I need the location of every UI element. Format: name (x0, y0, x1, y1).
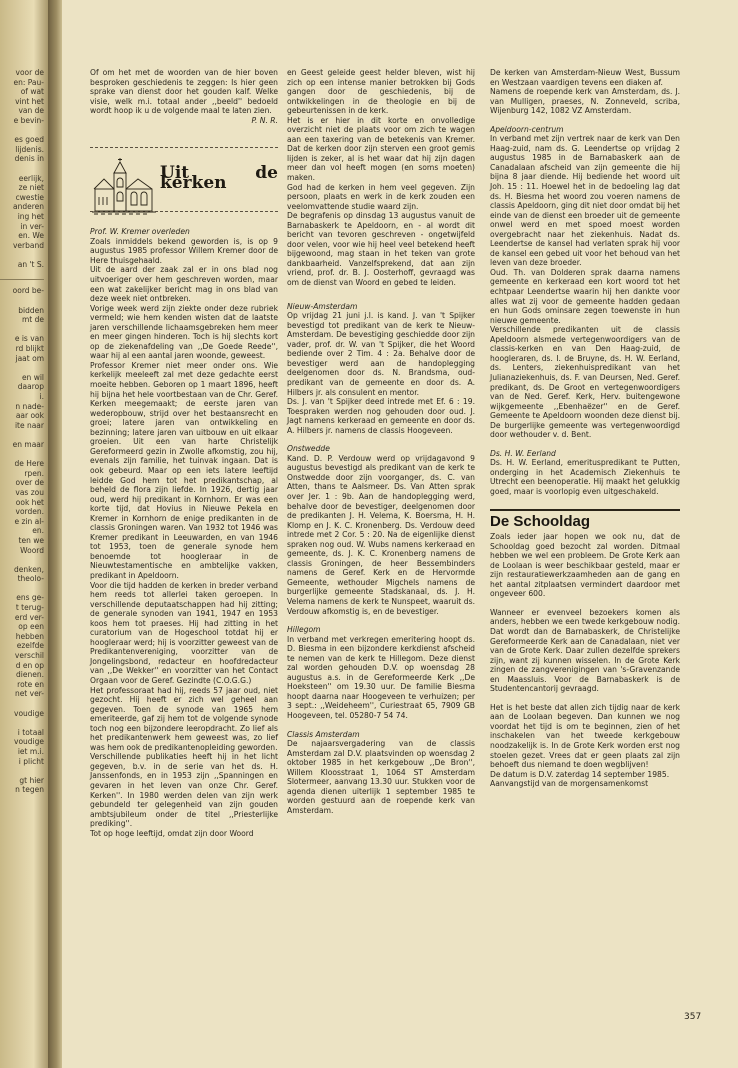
previous-page-line: erd ver- (14, 612, 44, 622)
previous-page-line: d en op (15, 660, 44, 670)
previous-page-rule (0, 279, 44, 280)
previous-page-line: anderen (12, 202, 44, 212)
decorative-rule-bottom (90, 211, 278, 212)
previous-page-line: i totaal (17, 727, 44, 737)
paragraph: Ds. J. van 't Spijker deed intrede met Ef. 6 : 19. Toespraken werden nog gehouden door oud. J. Jagt namens kerkeraad en gemeente en door ds. A. Hilbers jr. namens de classis Hoogeveen. (287, 397, 475, 435)
previous-page-line (0, 584, 44, 594)
paragraph: en Geest geleide geest helder bleven, wist hij zich op een intense manier betrokken bij Gods gangen door de geschiedenis, bij de ontwikkelingen in de theologie en bij de gebeurtenissen in de kerk. (287, 68, 475, 116)
heading-hillegom: Hillegom (287, 625, 321, 635)
previous-page-line: e is van (14, 334, 44, 344)
paragraph: Wanneer er evenveel bezoekers komen als anders, hebben we een twede kerkgebouw nodig. Dat wordt dan de Barnabaskerk, de Christelijke Gereformeerde Kerk aan de Canadalaan, niet ver van de Grote Kerk. Daar zullen dezelfde sprekers zijn, want zij kunnen wisselen. In de Grote Kerk zingen de zangverenigingen van 's-Gravenzande en Maassluis. Voor de Barnabaskerk is de Studentencantorij gevraagd. (490, 607, 680, 694)
paragraph: Het is er hier in dit korte en onvolledige overzicht niet de plaats voor om zich te wagen aan een taxering van de betekenis van Kremer. Dat de kerken door zijn sterven een groot gemis lijden is zeker, al is het waar dat hij zijn dagen meer dan vol heeft mogen (en soms moeten) maken. (287, 115, 475, 183)
previous-page-line: n tegen (15, 785, 44, 795)
previous-page-line: ze niet (18, 183, 44, 193)
paragraph: In verband met zijn vertrek naar de kerk van Den Haag-zuid, nam ds. G. Leendertse op vrijdag 2 augustus 1985 in de Barnabaskerk aan de Canadalaan afscheid van zijn gemeente die hij bijna 8 jaar diende. Hij bediende het woord uit Joh. 15 : 11. Hoewel het in de bedoeling lag dat ds. H. Biesma het woord zou voeren namens de classis Apeldoorn, ging dit niet door omdat bij het einde van de dienst een broeder uit de gemeente onwel werd en met spoed moest worden overgebracht naar het ziekenhuis. Nadat ds. Leendertse de kansel had verlaten sprak hij voor de kansel een gebed uit voor het behoud van het leven van deze broeder. (490, 134, 680, 268)
previous-page-line: jaat om (15, 353, 44, 363)
paragraph: Namens de roepende kerk van Amsterdam, ds. J. van Mulligen, praeses, N. Zonneveld, scriba, Wijenburg 142, 1082 VZ Amsterdam. (490, 87, 680, 116)
previous-page-line (0, 250, 44, 260)
previous-page-line: e bevin- (13, 115, 44, 125)
previous-page-line: voor de (15, 68, 44, 77)
previous-page-line: ten we (18, 535, 44, 545)
previous-page-line: mt de (21, 315, 44, 325)
paragraph: De begrafenis op dinsdag 13 augustus vanuit de Barnabaskerk te Apeldoorn, en - al wordt dit bericht van tevoren geschreven - ongetwijfeld door velen, voor wie hij heel veel betekend heeft bijgewoond, mag staan in het teken van grote dankbaarheid. Vanzelfsprekend, dat aan zijn vriend, prof. dr. B. J. Oosterhoff, gevraagd was om de dienst van Woord en gebed te leiden. (287, 211, 475, 288)
paragraph: Zoals inmiddels bekend geworden is, is op 9 augustus 1985 professor Willem Kremer door de Here thuisgehaald. (90, 236, 278, 265)
paragraph: God had de kerken in hem veel gegeven. Zijn persoon, plaats en werk in de kerk zouden een veelomvattende studie waard zijn. (287, 182, 475, 211)
page-357 (62, 0, 738, 1068)
section-title-schooldag: De Schooldag (490, 509, 680, 527)
previous-page-line: van de (18, 106, 44, 116)
column-3 (490, 68, 680, 789)
previous-page-line: rpen. (24, 468, 44, 478)
previous-page-line: verschil (14, 651, 44, 661)
previous-page-line: i. (39, 392, 44, 401)
paragraph: Vorige week werd zijn ziekte onder deze rubriek vermeld; wie hem kenden wisten dat de laatste jaren verschillende lichaamsgebreken hem meer en meer gingen hinderen. Toch is hij slechts kort op de ziekenafdeling van ,,De Goede Reede'', waar hij al een aantal jaren woonde, geweest. (90, 303, 278, 361)
previous-page-line (0, 450, 44, 460)
previous-page-line: in ver- (20, 221, 44, 231)
paragraph: Op vrijdag 21 juni j.l. is kand. J. van 't Spijker bevestigd tot predikant van de kerk te Nieuw-Amsterdam. De bevestiging geschiedde door zijn vader, prof. dr. W. van 't Spijker, die het Woord bediende over 2 Tim. 4 : 2a. Behalve door de bevestiger werd aan de handoplegging deelgenomen door ds. N. Brandsma, oud-predikant van de gemeente en door ds. A. Hilbers jr. als consulent en mentor. (287, 311, 475, 397)
paragraph: Professor Kremer niet meer onder ons. Wie kerkelijk meeleeft zal met deze gedachte eerst moeite hebben. Geboren op 1 maart 1896, heeft hij bijna het hele voortbestaan van de Chr. Geref. Kerken meegemaakt; de eerste jaren van wederopbouw, strijd over het bestaansrecht en groei; latere jaren van ontwikkeling en bezinning; latere jaren van uitbouw en uit elkaar groeien. Uit een van harte Christelijk Gereformeerd gezin in Zwolle afkomstig, zou hij, evenals zijn familie, het tuinvak ingaan. Dat is ook gebeurd. Maar op een iets latere leeftijd leidde God hem tot het predikantschap, al beheld de flora zijn liefde. In 1926, dertig jaar oud, werd hij predikant in Kornhorn. Er was een korte tijd, dat Hovius in Nieuwe Pekela en Kremer in Kornhorn de enige predikanten in de classis Groningen waren. Van 1932 tot 1946 was Kremer predikant in Leeuwarden, en van 1946 tot 1953, toen de generale synode hem benoemde tot hoogleraar in de Nieuwtestamentische en ambtelijke vakken, predikant in Apeldoorn. (90, 360, 278, 580)
previous-page-line: eerlijk, (18, 173, 44, 183)
previous-page-line: net ver- (14, 689, 44, 699)
heading-eerland: Ds. H. W. Eerland (490, 448, 556, 458)
previous-page-line: lijdenis. (15, 144, 44, 154)
previous-page-line: hebben (15, 631, 44, 641)
previous-page-line: gt hier (19, 775, 44, 785)
previous-page-line: vint het (15, 96, 44, 106)
previous-page-line: bidden (18, 305, 44, 315)
previous-page-line: iet m.i. (17, 746, 44, 756)
previous-page-line: aar ook (15, 411, 44, 421)
church-icon (92, 157, 156, 215)
previous-page-line: i plicht (18, 756, 44, 766)
paragraph: De datum is D.V. zaterdag 14 september 1985. (490, 769, 670, 779)
paragraph: Voor die tijd hadden de kerken in breder verband hem reeds tot allerlei taken geroepen. In verschillende deputaatschappen had hij zitting; de generale synoden van 1941, 1947 en 1953 koos hem tot praeses. Hij had zitting in het curatorium van de Hogeschool totdat hij er hoogleraar werd; hij is voorzitter geweest van de Predikantenvereniging, voorzitter van de Jongelingsbond, redacteur en hoofdredacteur van ,,De Wekker'' en voorzitter van het Contact Orgaan voor de Geref. Gezindte (C.O.G.G.) (90, 580, 278, 685)
previous-page-line: vorden. (15, 507, 44, 517)
decorative-rule-top (90, 147, 278, 148)
previous-page-line: es goed (14, 135, 44, 145)
previous-page-line: ezelfde (16, 641, 44, 651)
paragraph: In verband met verkregen emeritering hoopt ds. D. Biesma in een bijzondere kerkdienst afscheid te nemen van de kerk te Hillegom. Deze dienst zal worden gehouden D.V. op woensdag 28 augustus a.s. in de Gereformeerde Kerk ,,De Hoeksteen'' om 19.30 uur. De familie Biesma hoopt daarna naar Hoogeveen te verhuizen; per 3 sept.: ,,Weideheem'', Curiestraat 65, 7909 GB Hoogeveen, tel. 05280-7 54 74. (287, 634, 475, 720)
paragraph: Ds. H. W. Eerland, emerituspredikant te Putten, onderging in het Academisch Ziekenhuis te Utrecht een beenoperatie. Hij maakt het gelukkig goed, maar is voorlopig even uitgeschakeld. (490, 458, 680, 496)
paragraph: Verschillende publikaties heeft hij in het licht gegeven, b.v. in de serie van het ds. H. Janssenfonds, en in 1953 zijn ,,Spanningen en gevaren in het leven van onze Chr. Geref. Kerken''. In 1980 werden delen van zijn werk gebundeld ter gelegenheid van zijn gouden ambtsjubileum onder de titel ,,Priesterlijke prediking''. (90, 752, 278, 829)
heading-classis-amsterdam: Classis Amsterdam (287, 729, 360, 739)
previous-page-line: ook het (15, 497, 44, 507)
paragraph: Verschillende predikanten uit de classis Apeldoorn alsmede vertegenwoordigers van de classis-kerken en van Den Haag-zuid, de hoogleraren, ds. I. de Bruyne, ds. H. W. Eerland, ds. Lenters, ziekenhuispredikant van het Julianaziekenhuis, ds. F. van Deursen, Ned. Geref. predikant, ds. De Groot en vertegenwoordigers van de Ned. Geref. Kerk, Herv. buitengewone wijkgemeente ,,Ebenhaëzer'' en de Geref. Gemeente te Apeldoorn woonden deze dienst bij. De burgerlijke gemeente was vertegenwoordigd door wethouder v. d. Bent. (490, 325, 680, 440)
previous-page-line: ens ge- (16, 593, 44, 603)
intro-paragraph: Of om het met de woorden van de hier boven besproken geschiedenis te zeggen: Is hier geen sprake van dienst door het gouden kalf. Welke visie, welk m.i. totaal ander ,,beeld'' bedoeld wordt hoop ik u de volgende maal te laten zien. (90, 68, 278, 116)
previous-page-line: oord be- (12, 286, 44, 296)
previous-page-line: en: Pau- (13, 77, 44, 87)
previous-page-line: vas zou (15, 487, 44, 497)
previous-page-line: n nade- (15, 401, 44, 411)
previous-page-line: en. (32, 526, 44, 536)
previous-page-text (0, 68, 44, 795)
obituary-heading: Prof. W. Kremer overleden (90, 227, 190, 237)
previous-page-line: op een (18, 622, 44, 632)
paragraph: Tot op hoge leeftijd, omdat zijn door Woord (90, 828, 254, 838)
previous-page-line: cwestie (15, 192, 44, 202)
author-signature: P. N. R. (251, 115, 278, 125)
previous-page-line: an 't S. (17, 259, 44, 269)
previous-page-line (0, 325, 44, 335)
paragraph: Uit de aard der zaak zal er in ons blad nog uitvoeriger over hem geschreven worden, maar een wat zakelijker bericht mag in ons blad van deze week niet ontbreken. (90, 265, 278, 304)
previous-page-line: Woord (20, 545, 44, 555)
previous-page-line: de Here (14, 459, 44, 469)
previous-page-line: en maar (12, 439, 44, 449)
previous-page-line: ite naar (14, 420, 44, 430)
heading-nieuw-amsterdam: Nieuw-Amsterdam (287, 301, 358, 311)
previous-page-line: verband (12, 240, 44, 250)
paragraph: Het professoraat had hij, reeds 57 jaar oud, niet gezocht. Hij heeft er zich wel geheel aan gegeven. Toen de synode van 1965 hem emeriteerde, gaf zij hem tot de volgende synode toch nog een bijzondere leeropdracht. Zo lief als het predikantenwerk hem geweest was, zo lief was hem ook de predikantenopleiding geworden. (90, 685, 278, 752)
previous-page-line (0, 766, 44, 776)
previous-page-line (0, 555, 44, 565)
column-1 (90, 68, 278, 838)
previous-page-line: ing het (17, 211, 44, 221)
previous-page-line: dienen. (16, 670, 44, 680)
previous-page-line: voudige (14, 708, 44, 718)
previous-page-line: denis in (14, 154, 44, 164)
heading-onstwedde: Onstwedde (287, 444, 330, 454)
previous-page-line (0, 296, 44, 306)
previous-page-line (0, 126, 44, 136)
paragraph: De kerken van Amsterdam-Nieuw West, Bussum en Westzaan vaardigen tevens een diaken af. (490, 68, 680, 87)
section-header-uit-de-kerken (90, 143, 278, 217)
paragraph: Oud. Th. van Dolderen sprak daarna namens gemeente en kerkeraad een kort woord tot het echtpaar Leendertse waarin hij hen dankte voor alles wat zij voor de gemeente hadden gedaan en hun Gods ominsare zegen toewenste in hun nieuwe gemeente. (490, 267, 680, 325)
previous-page-line: rd blijkt (15, 344, 44, 354)
previous-page-line: daarop (17, 382, 44, 392)
paragraph: Het is het beste dat allen zich tijdig naar de kerk aan de Loolaan begeven. Dan kunnen we nog voordat het tijd is om te beginnen, zien of het inschakelen van het tweede kerkgebouw noodzakelijk is. In de Grote Kerk worden erst nog stoelen gezet. Vrees dat er geen plaats zal zijn behoeft dus niemand te doen wegblijven! (490, 702, 680, 770)
previous-page-line: en. We (18, 231, 44, 241)
previous-page-line: rote en (17, 679, 44, 689)
previous-page-line (0, 363, 44, 373)
paragraph: De najaarsvergadering van de classis Amsterdam zal D.V. plaatsvinden op woensdag 2 oktober 1985 in het kerkgebouw ,,De Bron'', Willem Kloosstraat 1, 1064 ST Amsterdam Slotermeer, aanvang 13.30 uur. Stukken voor de agenda dienen uiterlijk 1 september 1985 te worden gestuurd aan de roepende kerk van Amsterdam. (287, 739, 475, 815)
previous-page-line: of wat (20, 87, 44, 97)
page-number: 357 (684, 1012, 702, 1022)
previous-page-line: voudige (14, 737, 44, 747)
previous-page-line: en wil (21, 372, 44, 382)
column-2 (287, 68, 475, 815)
paragraph: Aanvangstijd van de morgensamenkomst (490, 779, 649, 789)
previous-page-line: e zin al- (14, 516, 44, 526)
section-title: Uit de kerken (160, 163, 278, 193)
book-gutter (48, 0, 62, 1068)
previous-page-line (0, 164, 44, 174)
heading-apeldoorn-centrum: Apeldoorn-centrum (490, 124, 564, 134)
previous-page-line: over de (15, 478, 44, 488)
previous-page-line: denken, (14, 564, 44, 574)
paragraph: Kand. D. P. Verdouw werd op vrijdagavond 9 augustus bevestigd als predikant van de kerk te Onstwedde door zijn voorganger, ds. C. van Atten, thans te Aalsmeer. Ds. Van Atten sprak over Jer. 1 : 9b. Aan de handoplegging werd, behalve door de bevestiger, deelgenomen door de predikanten J. H. Velema, K. Boersma, H. H. Klomp en J. K. C. Kronenberg. Ds. Verdouw deed intrede met 2 Cor. 5 : 20. Na de eigenlijke dienst spraken nog oud. W. Wubs namens kerkeraad en gemeente, ds. J. K. C. Kronenberg namens de classis Groningen, de heer Bessembinders namens de Geref. Kerk en de Hervormde Gemeente, wethouder Migchels namens de burgerlijke gemeente Stadskanaal, ds. J. H. Velema namens de kerk te Nunspeet, waaruit ds. Verdouw afkomstig is, en de bevestiger. (287, 453, 475, 616)
previous-page-line (0, 430, 44, 440)
previous-page-line: t terug- (15, 603, 44, 613)
previous-page-line: theolo- (17, 574, 44, 584)
previous-page-line (0, 718, 44, 728)
previous-page-line (0, 699, 44, 709)
paragraph: Zoals ieder jaar hopen we ook nu, dat de Schooldag goed bezocht zal worden. Ditmaal hebben we wel een probleem. De Grote Kerk aan de Loolaan is weer beschikbaar gesteld, maar er zijn restauratiewerkzaamheden aan de gang en het aantal zitplaatsen vermindert daardoor met ongeveer 600. (490, 532, 680, 599)
